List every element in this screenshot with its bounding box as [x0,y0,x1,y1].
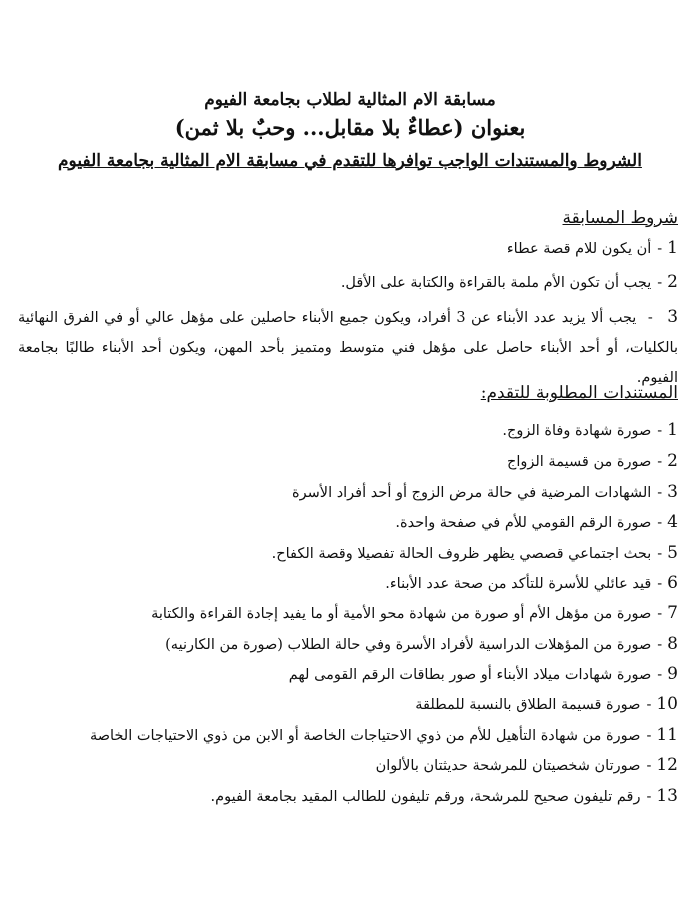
document-item [289,664,678,684]
document-item [385,573,678,593]
item-text: صورة من قسيمة الزواج [506,454,652,470]
item-text: صورة الرقم القومي للأم في صفحة واحدة. [395,515,652,531]
requirements-heading: الشروط والمستندات الواجب توافرها للتقدم في مسابقة الام المثالية بجامعة الفيوم [58,151,642,171]
document-item [90,725,678,745]
item-text: صورتان شخصيتان للمرشحة حديثتان بالألوان [375,758,641,774]
item-dash: - [657,454,663,470]
document-item [151,603,678,623]
item-text: صورة من مؤهل الأم أو صورة من شهادة محو الأمية أو ما يفيد إجادة القراءة والكتابة [151,606,652,622]
document-item [292,482,678,502]
item-dash: - [657,576,663,592]
conditions-heading: شروط المسابقة [562,208,678,228]
item-text: بحث اجتماعي قصصي يظهر ظروف الحالة تفصيلا وقصة الكفاح. [271,546,652,562]
document-item [272,543,678,563]
competition-title: مسابقة الام المثالية لطلاب بجامعة الفيوم [204,90,496,110]
item-dash: - [657,485,663,501]
item-number: 2 [667,451,678,471]
item-dash: - [646,728,652,744]
item-text: قيد عائلي للأسرة للتأكد من صحة عدد الأبناء. [385,576,652,592]
item-dash: - [657,606,663,622]
item-dash: - [646,758,652,774]
item-text: صورة قسيمة الطلاق بالنسبة للمطلقة [415,697,641,713]
item-number: 8 [667,634,678,654]
item-number: 11 [656,725,678,745]
item-dash: - [657,546,663,562]
item-number: 1 [667,420,678,440]
item-text: صورة شهادة وفاة الزوج. [502,423,652,439]
item-number: 3 [667,307,679,327]
item-number: 4 [667,512,678,532]
document-item [502,420,678,440]
item-dash: - [657,241,663,257]
item-text: الشهادات المرضية في حالة مرض الزوج أو أحد أفراد الأسرة [292,485,652,501]
item-number: 1 [667,238,678,258]
condition-item [507,238,678,258]
item-text: صورة من شهادة التأهيل للأم من ذوي الاحتياجات الخاصة أو الابن من ذوي الاحتياجات الخاصة [89,728,641,744]
item-dash: - [657,275,663,291]
document-item [415,694,678,714]
document-item [376,755,678,775]
documents-heading: المستندات المطلوبة للتقدم: [480,383,678,403]
document-item [507,451,678,471]
item-number: 10 [656,694,678,714]
item-dash: - [657,423,663,439]
item-number: 12 [656,755,678,775]
item-number: 13 [656,786,678,806]
item-dash: - [647,310,653,326]
competition-subtitle: بعنوان (عطاءٌ بلا مقابل... وحبٌ بلا ثمن) [174,115,526,140]
item-dash: - [657,515,663,531]
item-text: أن يكون للام قصة عطاء [506,241,652,257]
item-number: 5 [667,543,678,563]
item-text: صورة من المؤهلات الدراسية لأفراد الأسرة وفي حالة الطلاب (صورة من الكارنيه) [165,637,652,653]
item-number: 6 [667,573,678,593]
condition-item [18,302,678,393]
item-text: رقم تليفون صحيح للمرشحة، ورقم تليفون للطالب المقيد بجامعة الفيوم. [210,789,641,805]
document-item [395,512,678,532]
item-number: 7 [667,603,678,623]
item-dash: - [657,637,663,653]
item-number: 2 [667,272,678,292]
item-dash: - [646,697,652,713]
item-text: يجب أن تكون الأم ملمة بالقراءة والكتابة على الأقل. [340,275,652,291]
item-number: 9 [667,664,678,684]
item-number: 3 [667,482,678,502]
document-item [165,634,678,654]
item-dash: - [646,789,652,805]
condition-item [341,272,678,292]
item-dash: - [657,667,663,683]
document-item [211,786,678,806]
item-text: يجب ألا يزيد عدد الأبناء عن 3 أفراد، ويكون جميع الأبناء حاصلين على مؤهل عالي أو في الفرق النهائية بالكليات، أو أحد الأبناء حاصل على مؤهل فني متوسط ومتميز بأحد المهن، ويكون أحد الأبناء طالبًا بجامعة الفيوم. [18,310,678,386]
item-text: صورة شهادات ميلاد الأبناء أو صور بطاقات الرقم القومى لهم [288,667,652,683]
